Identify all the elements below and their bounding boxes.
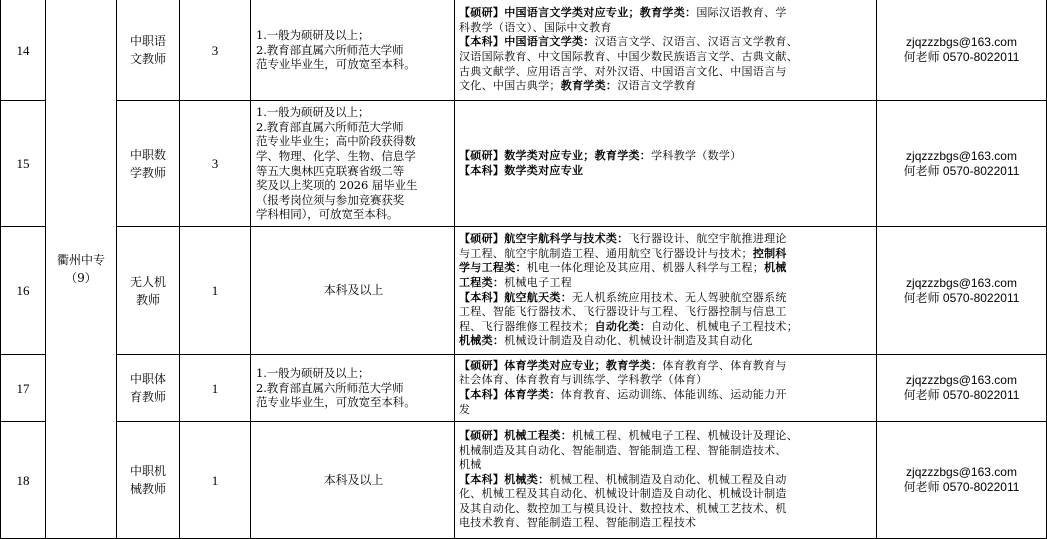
- requirements: [251, 101, 455, 227]
- requirement-line: 学、物理、化学、生物、信息学: [256, 148, 416, 163]
- major-line: [459, 232, 873, 247]
- major-text: 机械设计制造及自动化、机械设计制造及其自动化: [504, 334, 753, 348]
- major-requirements: [455, 101, 877, 227]
- major-category: 工程类：: [459, 275, 505, 289]
- major-line: [459, 21, 873, 36]
- major-text: 汉语言文学教育: [617, 79, 697, 93]
- major-line: [459, 359, 873, 374]
- major-line: [459, 291, 873, 306]
- unit-name: 衢州中专: [56, 253, 105, 267]
- major-line: [459, 65, 873, 80]
- requirement-line: 奖及以上奖项的 2026 届毕业生: [256, 178, 418, 193]
- major-text: 自动化、机械电子工程技术；: [651, 319, 799, 333]
- major-category: 【本科】中国语言文学类：: [459, 35, 595, 49]
- major-text: 及其自动化、数控加工与模具设计、数控技术、机械工艺技术、机: [459, 501, 787, 515]
- major-line: [459, 373, 873, 388]
- requirements: [251, 355, 455, 422]
- contact-line: zjqzzzbgs@163.com: [906, 465, 1017, 479]
- major-text: 与工程、航空宇航制造工程、通用航空飞行器设计与技术；: [459, 246, 753, 260]
- major-line: [459, 276, 873, 291]
- major-line: [459, 473, 873, 488]
- requirement-line: 范专业毕业生，可放宽至本科。: [256, 57, 416, 72]
- major-text: 体育教育学、体育教育与: [662, 358, 787, 372]
- major-line: [459, 403, 873, 418]
- major-category: 自动化类：: [594, 319, 652, 333]
- major-text: 电技术教育、智能制造工程、智能制造工程技术: [459, 516, 697, 530]
- major-line: [459, 458, 873, 473]
- requirement-line: 1.一般为硕研及以上；: [256, 366, 370, 381]
- row-number: 15: [1, 101, 46, 227]
- requirements: 本科及以上: [251, 422, 455, 539]
- major-line: [459, 334, 873, 349]
- requirement-line: 2.教育部直属六所师范大学师: [256, 119, 404, 134]
- post-name-line: 中职机: [129, 464, 166, 478]
- contact-line: zjqzzzbgs@163.com: [906, 148, 1017, 163]
- major-text: 工程、智能飞行器技术、飞行器设计与工程、飞行器控制与信息工: [459, 305, 787, 319]
- major-line: [459, 79, 873, 94]
- major-text: 社会体育、体育教育与训练学、学科教学（体育）: [459, 373, 708, 387]
- headcount: 1: [180, 227, 251, 355]
- contact-line: 何老师 0570-8022011: [903, 290, 1020, 305]
- table-row: [1, 355, 1047, 422]
- contact: [877, 355, 1047, 422]
- major-category: 学与工程类：: [459, 261, 527, 275]
- major-category: 【硕研】体育学类对应专业；教育学类：: [459, 358, 663, 372]
- contact: [877, 101, 1047, 227]
- major-line: [459, 516, 873, 531]
- post-name-line: 教师: [135, 292, 160, 307]
- major-text: 机械工程、机械制造及自动化、机械工程及自动: [549, 472, 787, 486]
- row-number: 16: [1, 227, 46, 355]
- major-line: [459, 261, 873, 276]
- major-text: 国际汉语教育、学: [696, 6, 787, 20]
- requirement-line: 范专业毕业生，可放宽至本科。: [256, 395, 416, 410]
- major-category: 控制科: [752, 246, 787, 260]
- requirements: 本科及以上: [251, 227, 455, 355]
- major-line: [459, 149, 873, 164]
- major-text: 程、飞行器维修工程技术；: [459, 319, 595, 333]
- major-text: 机械电子工程: [504, 275, 573, 289]
- contact-line: zjqzzzbgs@163.com: [906, 35, 1017, 49]
- contact: [877, 227, 1047, 355]
- major-text: 科教学（语文）、国际中文教育: [459, 20, 612, 34]
- post-name-line: 文教师: [129, 52, 166, 66]
- major-line: [459, 164, 873, 179]
- major-text: 机械: [459, 458, 482, 472]
- post-name-line: 中职语: [129, 34, 166, 48]
- headcount: 3: [180, 0, 251, 101]
- major-text: 发: [459, 402, 471, 416]
- major-category: 【硕研】数学类对应专业；教育学类：: [459, 148, 652, 162]
- major-line: [459, 444, 873, 459]
- requirement-line: （报考岗位须与参加竞赛获奖: [256, 192, 405, 207]
- major-line: [459, 305, 873, 320]
- row-number: 18: [1, 422, 46, 539]
- post-name-line: 中职体: [129, 372, 166, 386]
- major-requirements: [455, 0, 877, 101]
- major-text: 无人机系统应用技术、无人驾驶航空器系统: [572, 290, 787, 304]
- headcount: 3: [180, 101, 251, 227]
- post-name: [117, 227, 180, 355]
- contact: [877, 422, 1047, 539]
- major-requirements: [455, 227, 877, 355]
- major-text: 机械制造及其自动化、智能制造、智能制造工程、智能制造技术、: [459, 443, 787, 457]
- major-requirements: [455, 355, 877, 422]
- major-line: [459, 35, 873, 50]
- contact-line: 何老师 0570-8022011: [903, 480, 1020, 494]
- requirement-line: 等五大奥林匹克联赛省级二等: [256, 163, 405, 178]
- table-body: [1, 0, 1047, 539]
- post-name-line: 中职数: [129, 147, 166, 162]
- post-name: [117, 355, 180, 422]
- major-text: 机电一体化理论及其应用、机器人科学与工程；: [526, 261, 765, 275]
- requirement-line: 范专业毕业生；高中阶段获得数: [256, 134, 416, 149]
- major-category: 机械类：: [459, 334, 505, 348]
- major-category: 【本科】数学类对应专业: [459, 163, 584, 177]
- major-category: 【硕研】中国语言文学类对应专业；教育学类：: [459, 6, 697, 20]
- requirement-line: 1.一般为硕研及以上；: [256, 28, 370, 43]
- contact-line: 何老师 0570-8022011: [903, 50, 1020, 64]
- post-name-line: 学教师: [129, 165, 166, 180]
- table-row: [1, 101, 1047, 227]
- major-text: 汉语国际教育、中文国际教育、中国少数民族语言文学、古典文献、: [459, 50, 798, 63]
- major-text: 体育教育、运动训练、体能训练、运动能力开: [560, 388, 787, 401]
- major-line: [459, 320, 873, 335]
- contact-line: 何老师 0570-8022011: [903, 388, 1020, 402]
- major-category: 【本科】体育学类：: [459, 388, 561, 401]
- contact: [877, 0, 1047, 101]
- requirement-line: 2.教育部直属六所师范大学师: [256, 42, 404, 57]
- major-text: 古典文献学、应用语言学、对外汉语、中国语言文化、中国语言与: [459, 64, 787, 78]
- post-name-line: 育教师: [129, 390, 166, 404]
- contact-line: 何老师 0570-8022011: [903, 163, 1020, 178]
- table-row: [1, 0, 1047, 101]
- post-name: [117, 101, 180, 227]
- requirements: [251, 0, 455, 101]
- row-number: 17: [1, 355, 46, 422]
- major-line: [459, 388, 873, 403]
- major-requirements: [455, 422, 877, 539]
- major-category: 【硕研】航空宇航科学与技术类：: [459, 232, 629, 246]
- post-name: [117, 0, 180, 101]
- unit-cell: [46, 0, 117, 539]
- post-name-line: 械教师: [129, 482, 166, 496]
- major-text: 学科教学（数学）: [651, 148, 742, 162]
- major-line: [459, 502, 873, 517]
- major-category: 【本科】航空航天类：: [459, 290, 572, 304]
- row-number: 14: [1, 0, 46, 101]
- major-category: 【本科】机械类：: [459, 472, 550, 486]
- major-text: 飞行器设计、航空宇航推进理论: [628, 232, 787, 246]
- major-line: [459, 487, 873, 502]
- contact-line: zjqzzzbgs@163.com: [906, 373, 1017, 387]
- major-text: 机械工程、机械电子工程、机械设计及理论、: [572, 428, 798, 442]
- major-line: [459, 247, 873, 262]
- post-name: [117, 422, 180, 539]
- major-text: 汉语言文学、汉语言、汉语言文学教育、: [594, 35, 799, 49]
- major-category: 机械: [764, 261, 787, 275]
- major-line: [459, 6, 873, 21]
- major-text: 化、机械工程及其自动化、机械设计制造及自动化、机械设计制造: [459, 487, 787, 501]
- unit-count: （9）: [65, 271, 97, 285]
- major-line: [459, 50, 873, 65]
- contact-line: zjqzzzbgs@163.com: [906, 275, 1017, 290]
- headcount: 1: [180, 422, 251, 539]
- headcount: 1: [180, 355, 251, 422]
- major-category: 教育学类：: [560, 79, 618, 93]
- requirement-line: 2.教育部直属六所师范大学师: [256, 380, 404, 395]
- major-category: 【硕研】机械工程类：: [459, 428, 572, 442]
- major-text: 文化、中国古典学；: [459, 79, 561, 93]
- table-row: [1, 227, 1047, 355]
- requirement-line: 1.一般为硕研及以上；: [256, 105, 370, 120]
- post-name-line: 无人机: [129, 274, 166, 289]
- requirement-line: 学科相同），可放宽至本科。: [256, 207, 399, 222]
- major-line: [459, 429, 873, 444]
- table-row: [1, 422, 1047, 539]
